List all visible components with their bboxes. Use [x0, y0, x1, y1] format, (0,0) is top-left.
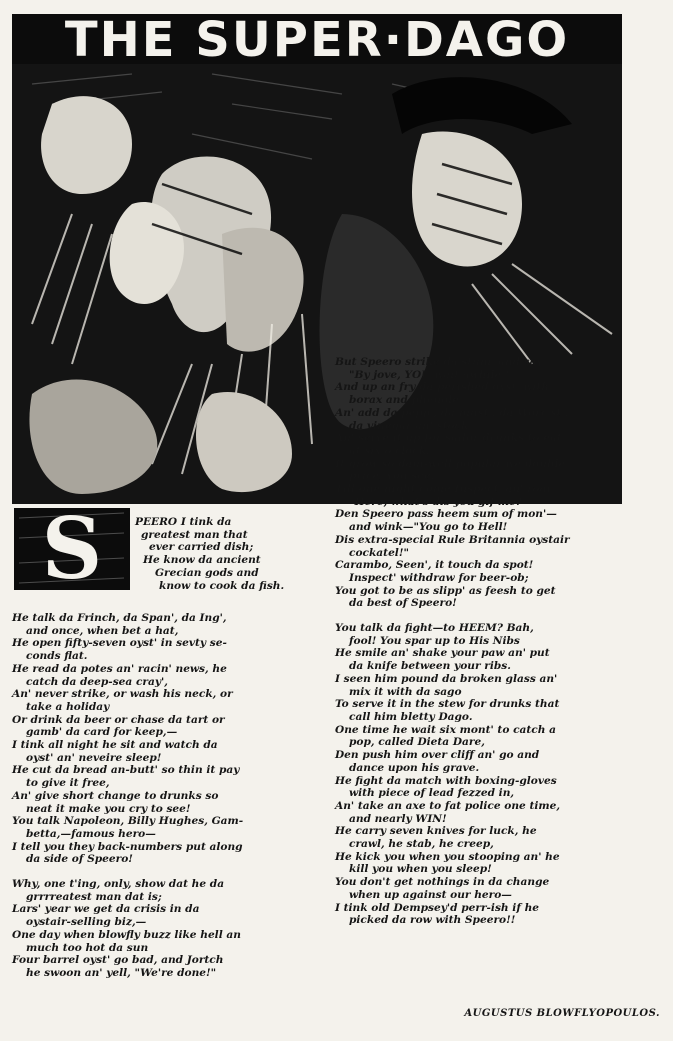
dropcap-letter: S — [41, 508, 103, 590]
poem-line: He open fifty-seven oyst' in sevty se- — [12, 637, 227, 650]
poem-line: He kick you when you stooping an' he — [335, 850, 560, 863]
poem-line: He know da ancient — [143, 554, 261, 567]
poem-line: much too hot da sun — [26, 941, 149, 954]
poem-line: He read da potes an' racin' news, he — [12, 662, 227, 675]
poem-line: You don't get nothings in da change — [335, 876, 550, 889]
poem-line: An' add da pepp', da must', da Worc'st', — [335, 406, 569, 419]
poem-line: I tink old Dempsey'd perr-ish if he — [335, 901, 540, 914]
author-signature: AUGUSTUS BLOWFLYOPOULOS. — [464, 1008, 660, 1019]
poem-line: Den push him over cliff an' go and — [335, 749, 540, 762]
poem-line: da best of Speero! — [349, 597, 457, 610]
poem-line: An' serve it up for sailor drunks to eat — [335, 432, 562, 445]
poem-line: catch da deep-sea cray', — [26, 675, 168, 688]
poem-line: Dis extra-special Rule Britannia oystair — [335, 533, 570, 546]
poem-line: mix it with da sago — [349, 685, 462, 698]
poem-opening — [135, 516, 340, 592]
poem-line: and wink—"You go to Hell! — [349, 521, 508, 534]
poem-line: I tell you they back-numbers put along — [12, 840, 243, 853]
poem-line: Den Speero pass heem sum of mon'— — [335, 508, 557, 521]
poem-line: ever carried dish; — [149, 541, 254, 554]
poem-line: borax and phenole — [349, 394, 459, 407]
poem-line: Till one night come Inspect' an' roar — [335, 483, 553, 496]
poem-line: price, you see, — [349, 470, 435, 483]
title-banner — [12, 14, 622, 64]
poem-line: He carry seven knives for luck, he — [335, 825, 537, 838]
poem-line: greatest man that — [141, 528, 248, 541]
poem-line: and nearly WIN! — [349, 812, 447, 825]
poem-line: da knife between your ribs. — [349, 660, 511, 673]
poem-line: neat it make you cry to see! — [26, 802, 191, 815]
poem-line: da vinegar an' stock — [349, 419, 469, 432]
poem-left-column — [12, 612, 338, 980]
poem-line: crawl, he stab, he creep, — [349, 838, 494, 851]
poem-line: Carambo, Seen', it touch da spot! — [335, 559, 534, 572]
poem-line: when up against our hero— — [349, 888, 512, 901]
poem-line: You got to be as slipp' as feesh to get — [335, 584, 556, 597]
poem-line: One day when blowfly buzz like hell an — [12, 928, 241, 941]
poem-line: at six o'clock. — [349, 444, 430, 457]
poem-line: "By jove, YOU wait awhile!" — [349, 368, 512, 381]
poem-line: Why, one t'ing, only, show dat he da — [12, 878, 225, 891]
poem-line: "Here, what's dis you gif me?" — [349, 495, 528, 508]
poem-line: An' take an axe to fat police one time, — [335, 799, 561, 812]
poem-line: with piece of lead fezzed in, — [349, 787, 515, 800]
poem-line: oyst' an' neveire sleep! — [26, 751, 162, 764]
poem-line: He talk da Frinch, da Span', da Ing', — [12, 612, 227, 624]
poem-line: gamb' da card for keep,— — [26, 726, 178, 739]
dropcap-art — [14, 508, 130, 590]
poem-line: One time he wait six mont' to catch a — [335, 723, 556, 736]
poem-line: I tink all night he sit and watch da — [12, 739, 218, 752]
poem-line: Or drink da beer or chase da tart or — [12, 713, 225, 726]
dropcap-s — [14, 508, 130, 590]
poem-line: Grecian gods and — [155, 566, 259, 579]
poem-line: da side of Speero! — [26, 853, 133, 866]
poem-line: An' never strike, or wash his neck, or — [12, 688, 233, 701]
poem-line: Lars' year we get da crisis in da — [12, 903, 200, 916]
poem-line: cockatel!" — [349, 546, 409, 559]
stanza-break — [335, 610, 661, 622]
poem-line: and once, when bet a hat, — [26, 624, 179, 637]
poem-line: An' give short change to drunks so — [12, 789, 219, 802]
poem-line: conds flat. — [26, 650, 88, 663]
poem-line: It grow so dam-well popular we double — [335, 457, 566, 470]
poem-line: he swoon an' yell, "We're done!" — [26, 966, 217, 979]
poem-line: dance upon his grave. — [349, 761, 480, 774]
page-title: THE SUPER·DAGO — [64, 14, 570, 64]
poem-line: To serve it in the stew for drunks that — [335, 698, 560, 711]
poem-line: He cut da bread an-butt' so thin it pay — [12, 764, 240, 777]
poem-line: Four barrel oyst' go bad, and Jortch — [12, 954, 224, 967]
poem-line: He fight da match with boxing-gloves — [335, 774, 557, 787]
poem-right-column — [335, 356, 661, 927]
poem-line: You talk Napoleon, Billy Hughes, Gam- — [12, 815, 244, 828]
poem-line: PEERO I tink da — [135, 516, 232, 528]
poem-line: And up an fry da perished oyst' with — [335, 381, 550, 394]
poem-line: to give it free, — [26, 777, 110, 790]
poem-line: Inspect' withdraw for beer-ob; — [349, 571, 529, 584]
poem-line: He smile an' shake your paw an' put — [335, 647, 550, 660]
poem-line: But Speero strike da stum' and say — [335, 356, 543, 368]
poem-line: I seen him pound da broken glass an' — [335, 672, 558, 685]
poem-line: You talk da fight—to HEEM? Bah, — [335, 622, 534, 635]
poem-line: fool! You spar up to His Nibs — [349, 634, 520, 647]
stanza-break — [12, 866, 338, 878]
poem-line: grrrreatest man dat is; — [26, 890, 162, 903]
poem-line: betta,—famous hero— — [26, 827, 156, 840]
poem-line: know to cook da fish. — [159, 579, 285, 592]
poem-line: pop, called Dieta Dare, — [349, 736, 485, 749]
poem-line: call him bletty Dago. — [349, 710, 473, 723]
poem-line: kill you when you sleep! — [349, 863, 492, 876]
poem-line: picked da row with Speero!! — [349, 914, 516, 927]
poem-line: take a holiday — [26, 700, 110, 713]
poem-line: oystair-selling biz,— — [26, 916, 147, 929]
